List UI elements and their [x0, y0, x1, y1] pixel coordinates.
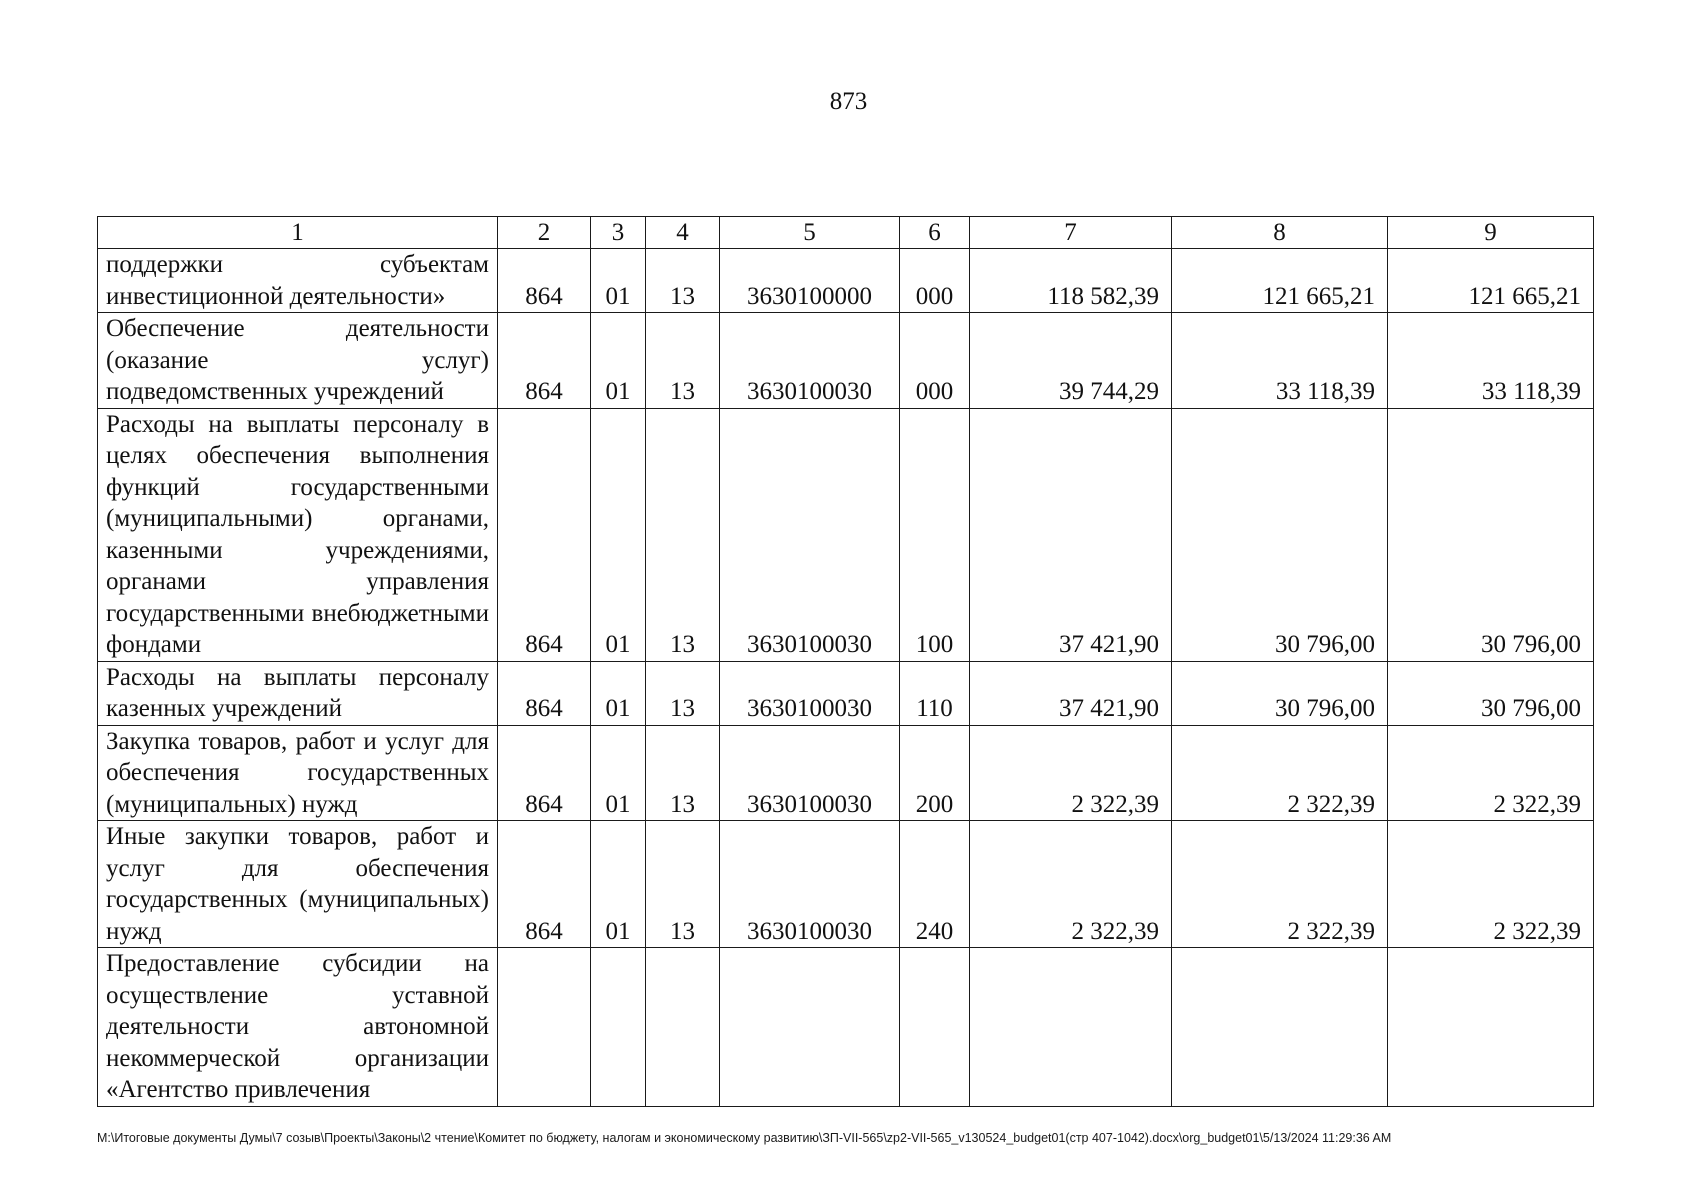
row-description: Расходы на выплаты персоналу в целях обеспечения выполнения функций государственными (муниципальными) органами, казенными учреждениями, органами управления государственными внебюджетными фондами	[98, 408, 498, 661]
empty-cell	[720, 948, 900, 1107]
table-row	[98, 249, 1594, 313]
table-row-continued	[98, 948, 1594, 1107]
section-code: 01	[591, 408, 646, 661]
section-code: 01	[591, 725, 646, 821]
grbs-code: 864	[498, 249, 591, 313]
subsection-code: 13	[646, 661, 720, 725]
table-row	[98, 408, 1594, 661]
subsection-code: 13	[646, 408, 720, 661]
amount-column-7: 37 421,90	[970, 661, 1172, 725]
empty-cell	[498, 948, 591, 1107]
row-description: Расходы на выплаты персоналу казенных учреждений	[98, 661, 498, 725]
grbs-code: 864	[498, 313, 591, 409]
column-number: 6	[900, 217, 970, 249]
amount-column-8: 2 322,39	[1172, 821, 1388, 948]
target-article-code: 3630100030	[720, 408, 900, 661]
footer-file-path: M:\Итоговые документы Думы\7 созыв\Проекты\Законы\2 чтение\Комитет по бюджету, налогам и экономическому развитию\ЗП-VII-565\zp2-VII-565_v130524_budget01(стр 407-1042).docx\org_budget01\5/13/2024 11:29:36 AM	[97, 1131, 1392, 1145]
column-number: 4	[646, 217, 720, 249]
amount-column-9: 30 796,00	[1388, 408, 1594, 661]
subsection-code: 13	[646, 249, 720, 313]
column-number: 8	[1172, 217, 1388, 249]
row-description: Закупка товаров, работ и услуг для обеспечения государственных (муниципальных) нужд	[98, 725, 498, 821]
amount-column-9: 2 322,39	[1388, 725, 1594, 821]
section-code: 01	[591, 821, 646, 948]
empty-cell	[1388, 948, 1594, 1107]
subsection-code: 13	[646, 725, 720, 821]
grbs-code: 864	[498, 661, 591, 725]
column-number: 2	[498, 217, 591, 249]
amount-column-9: 30 796,00	[1388, 661, 1594, 725]
expense-type-code: 200	[900, 725, 970, 821]
amount-column-8: 30 796,00	[1172, 408, 1388, 661]
empty-cell	[900, 948, 970, 1107]
row-description: поддержки субъектам инвестиционной деятельности»	[98, 249, 498, 313]
grbs-code: 864	[498, 408, 591, 661]
budget-table	[97, 216, 1594, 1107]
amount-column-8: 2 322,39	[1172, 725, 1388, 821]
table-row	[98, 725, 1594, 821]
amount-column-7: 2 322,39	[970, 821, 1172, 948]
row-description: Иные закупки товаров, работ и услуг для обеспечения государственных (муниципальных) нужд	[98, 821, 498, 948]
target-article-code: 3630100030	[720, 821, 900, 948]
amount-column-9: 121 665,21	[1388, 249, 1594, 313]
table-row	[98, 313, 1594, 409]
expense-type-code: 000	[900, 313, 970, 409]
column-number: 9	[1388, 217, 1594, 249]
table-row	[98, 661, 1594, 725]
column-number-row	[98, 217, 1594, 249]
subsection-code: 13	[646, 313, 720, 409]
empty-cell	[970, 948, 1172, 1107]
empty-cell	[591, 948, 646, 1107]
empty-cell	[1172, 948, 1388, 1107]
table-row	[98, 821, 1594, 948]
row-description: Обеспечение деятельности (оказание услуг) подведомственных учреждений	[98, 313, 498, 409]
amount-column-8: 30 796,00	[1172, 661, 1388, 725]
target-article-code: 3630100030	[720, 313, 900, 409]
expense-type-code: 000	[900, 249, 970, 313]
section-code: 01	[591, 313, 646, 409]
column-number: 5	[720, 217, 900, 249]
column-number: 7	[970, 217, 1172, 249]
target-article-code: 3630100030	[720, 725, 900, 821]
amount-column-7: 118 582,39	[970, 249, 1172, 313]
target-article-code: 3630100000	[720, 249, 900, 313]
amount-column-8: 121 665,21	[1172, 249, 1388, 313]
expense-type-code: 110	[900, 661, 970, 725]
grbs-code: 864	[498, 821, 591, 948]
grbs-code: 864	[498, 725, 591, 821]
section-code: 01	[591, 249, 646, 313]
subsection-code: 13	[646, 821, 720, 948]
amount-column-9: 2 322,39	[1388, 821, 1594, 948]
amount-column-9: 33 118,39	[1388, 313, 1594, 409]
target-article-code: 3630100030	[720, 661, 900, 725]
column-number: 1	[98, 217, 498, 249]
column-number: 3	[591, 217, 646, 249]
row-description: Предоставление субсидии на осуществление уставной деятельности автономной некоммерческой организации «Агентство привлечения	[98, 948, 498, 1107]
amount-column-7: 37 421,90	[970, 408, 1172, 661]
amount-column-7: 2 322,39	[970, 725, 1172, 821]
section-code: 01	[591, 661, 646, 725]
expense-type-code: 100	[900, 408, 970, 661]
amount-column-8: 33 118,39	[1172, 313, 1388, 409]
amount-column-7: 39 744,29	[970, 313, 1172, 409]
expense-type-code: 240	[900, 821, 970, 948]
empty-cell	[646, 948, 720, 1107]
page-number: 873	[829, 88, 868, 115]
